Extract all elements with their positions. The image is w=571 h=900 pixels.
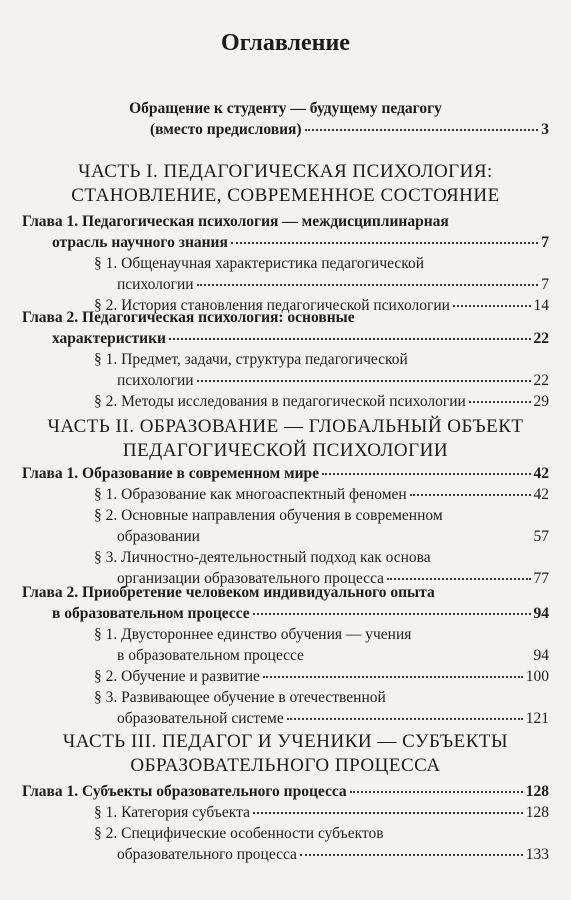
section-row [22,274,549,295]
section-row [22,526,549,547]
leader-dots [322,461,530,475]
part-1-chapter-2 [22,307,549,412]
section-page: 57 [533,528,549,545]
leader-dots [197,368,531,382]
leader-dots [307,643,531,657]
intro-page: 3 [541,121,549,138]
chapter-page: 7 [541,234,549,251]
intro-title-line2: (вместо предисловия) [150,121,302,138]
chapter-title-line2-row [22,232,549,253]
section-page: 7 [541,276,549,293]
chapter-title-line1: Глава 1. Образование в современном мире [22,465,320,482]
section-line1: § 2. Специфические особенности субъектов [94,825,384,842]
section-page: 100 [525,668,549,685]
section-line2: в образовательном процессе [117,647,304,664]
section-title: § 2. История становления педагогической психологии [94,297,450,314]
section-row [22,666,549,687]
chapter-page: 128 [525,783,549,800]
chapter-title-line2: в образовательном процессе [52,605,250,622]
chapter-title-line2: характеристики [52,330,166,347]
chapter-page: 94 [533,605,549,622]
part-1-chapter-1 [22,211,549,316]
section-row [22,484,549,505]
chapter-page: 22 [533,330,549,347]
part-1-line2: СТАНОВЛЕНИЕ, СОВРЕМЕННОЕ СОСТОЯНИЕ [71,185,500,206]
part-3-line2: ОБРАЗОВАТЕЛЬНОГО ПРОЦЕССА [130,755,441,776]
toc-entry-intro [22,98,549,140]
section-title: § 1. Образование как многоаспектный феномен [94,486,407,503]
leader-dots [253,800,523,814]
part-1-line1: ЧАСТЬ I. ПЕДАГОГИЧЕСКАЯ ПСИХОЛОГИЯ: [78,161,493,182]
intro-title-line2-row [22,119,549,140]
chapter-page: 42 [533,465,549,482]
chapter-title-line1: Глава 2. Педагогическая психология: основные [22,309,355,326]
section-page: 121 [525,710,549,727]
chapter-title-line2: отрасль научного знания [52,234,228,251]
chapter-title-line2-row [22,328,549,349]
chapter-title-row [22,463,549,484]
leader-dots [387,566,530,580]
section-line1: § 1. Предмет, задачи, структура педагогической [94,351,408,368]
section-page: 94 [533,647,549,664]
section-line1: § 3. Личностно-деятельностный подход как основа [94,549,431,566]
section-line1: § 3. Развивающее обучение в отечественной [94,689,386,706]
intro-title-line1: Обращение к студенту — будущему педагогу [129,100,442,117]
leader-dots [410,482,531,496]
section-row [22,708,549,729]
section-title: § 2. Обучение и развитие [94,668,260,685]
chapter-title-line2-row [22,603,549,624]
section-title: § 1. Категория субъекта [94,804,250,821]
part-3-chapter-1 [22,781,549,865]
leader-dots [169,326,531,340]
part-2-heading [0,415,571,463]
section-page: 77 [533,570,549,587]
section-row [22,844,549,865]
section-line2: организации образовательного процесса [117,570,385,587]
leader-dots [453,293,531,307]
part-3-heading [0,730,571,778]
leader-dots [203,524,531,538]
part-2-chapter-2 [22,582,549,729]
section-row [22,802,549,823]
leader-dots [300,842,523,856]
chapter-title-line1: Глава 1. Субъекты образовательного процесса [22,783,347,800]
section-page: 14 [533,297,549,314]
section-page: 128 [525,804,549,821]
part-1-heading [0,160,571,208]
leader-dots [231,230,538,244]
part-2-line2: ПЕДАГОГИЧЕСКОЙ ПСИХОЛОГИИ [122,440,449,461]
leader-dots [305,117,539,131]
leader-dots [350,779,523,793]
section-row [22,391,549,412]
section-row [22,645,549,666]
section-line2: образовании [117,528,200,545]
leader-dots [253,601,531,615]
section-line2: образовательной системе [117,710,284,727]
section-page: 22 [533,372,549,389]
section-line2: образовательного процесса [117,846,297,863]
section-line1: § 2. Основные направления обучения в современном [94,507,443,524]
section-row [22,370,549,391]
part-2-chapter-1 [22,463,549,589]
section-line2: психологии [117,372,194,389]
section-line1: § 1. Двустороннее единство обучения — учения [94,626,412,643]
section-line1: § 1. Общенаучная характеристика педагогической [94,255,425,272]
section-page: 42 [533,486,549,503]
toc-title: Оглавление [221,30,350,56]
chapter-title-line1: Глава 1. Педагогическая психология — междисциплинарная [22,213,449,230]
part-3-line1: ЧАСТЬ III. ПЕДАГОГ И УЧЕНИКИ — СУБЪЕКТЫ [62,731,509,752]
leader-dots [197,272,539,286]
leader-dots [287,706,523,720]
part-2-line1: ЧАСТЬ II. ОБРАЗОВАНИЕ — ГЛОБАЛЬНЫЙ ОБЪЕКТ [47,416,524,437]
section-line2: психологии [117,276,194,293]
chapter-title-line1: Глава 2. Приобретение человеком индивидуального опыта [22,584,435,601]
chapter-title-row [22,781,549,802]
leader-dots [263,664,523,678]
section-title: § 2. Методы исследования в педагогической психологии [94,393,466,410]
section-page: 133 [525,846,549,863]
section-page: 29 [533,393,549,410]
leader-dots [469,389,531,403]
